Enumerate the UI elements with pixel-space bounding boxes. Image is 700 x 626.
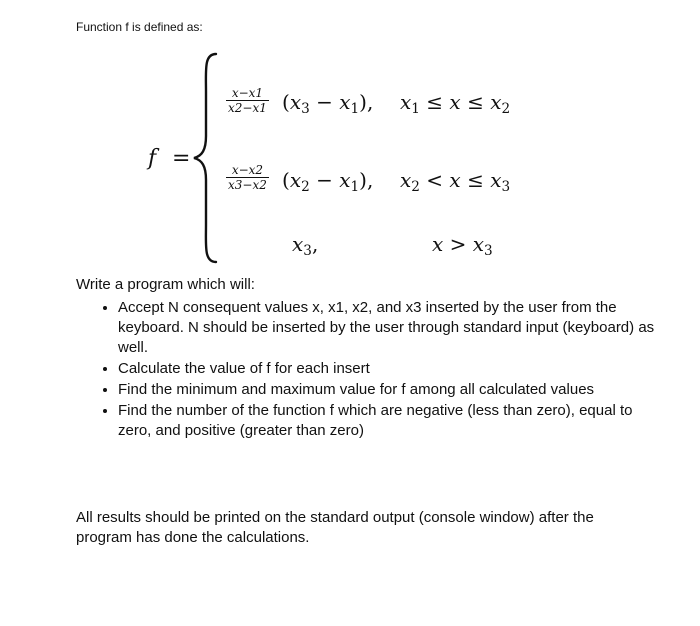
task-item: • Find the number of the function f which are negative (less than zero), equal to zero, and positive (greater than zero) <box>118 400 658 441</box>
case-1-condition: $x_1 \le x \le x_2$ <box>400 90 511 118</box>
case-2-numerator: x−x2 <box>226 163 269 178</box>
function-symbol: f <box>148 146 157 171</box>
problem-intro: Function f is defined as: <box>76 20 203 34</box>
equals-sign: = <box>172 146 191 171</box>
case-2-expression: $(x_2 - x_1)$, <box>282 168 374 196</box>
output-instructions: All results should be printed on the standard output (console window) after the program has done the calculations. <box>76 509 594 546</box>
case-2-denominator: x3−x2 <box>228 178 267 192</box>
case-1-expression: $(x_3 - x_1)$, <box>282 90 374 118</box>
case-2-fraction <box>226 163 269 193</box>
case-1-fraction <box>226 86 269 116</box>
program-heading: Write a program which will: <box>76 276 255 293</box>
left-brace-icon <box>192 52 218 264</box>
case-3-value: $x_3$, <box>292 232 319 260</box>
case-3-condition: $x > x_3$ <box>432 232 493 260</box>
task-item: • Calculate the value of f for each insert <box>118 358 658 379</box>
task-item: • Accept N consequent values x, x1, x2, and x3 inserted by the user from the keyboard. N should be inserted by the user through standard input (keyboard) as well. <box>118 297 658 358</box>
task-item: • Find the minimum and maximum value for f among all calculated values <box>118 379 658 400</box>
case-1-denominator: x2−x1 <box>228 101 267 115</box>
task-list <box>96 297 658 441</box>
case-2-condition: $x_2 < x \le x_3$ <box>400 168 511 196</box>
case-1-numerator: x−x1 <box>226 86 269 101</box>
